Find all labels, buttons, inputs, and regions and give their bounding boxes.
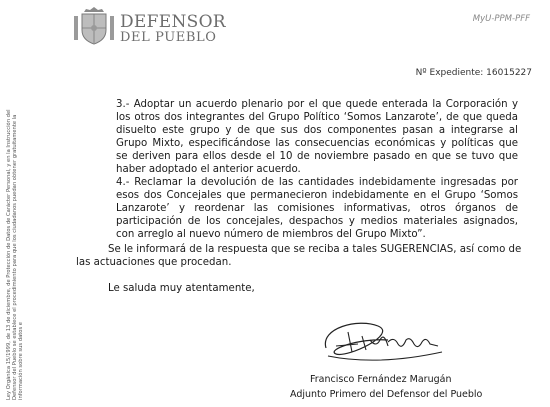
institution-name-sub: DEL PUEBLO [120, 30, 217, 45]
signatory-role: Adjunto Primero del Defensor del Pueblo [290, 389, 483, 400]
paragraph-4: 4.- Reclamar la devolución de las cantidades indebidamente ingresadas por esos dos Concejales que permanecieron indebidamente en el Grupo ‘Somos Lanzarote’ y reordenar las comisiones informativas, otros órganos de participación de los concejales, despachos y medios materiales asignados, con arreglo al nuevo número de miembros del Grupo Mixto”. [116, 177, 518, 240]
paragraph-3: 3.- Adoptar un acuerdo plenario por el que quede enterada la Corporación y los otros dos integrantes del Grupo Político ‘Somos Lanzarote’, de que queda disuelto este grupo y de que sus dos componentes pasan a integrarse al Grupo Mixto, especificándose las consecuencias económicas y políticas que se deriven para ellos desde el 10 de noviembre pasado en que se tuvo que haber adoptado el anterior acuerdo. [116, 99, 518, 175]
paragraph-saludo: Le saluda muy atentamente, [108, 283, 255, 294]
coat-of-arms-icon [72, 6, 116, 46]
paragraph-informara: Se le informará de la respuesta que se reciba a tales SUGERENCIAS, así como de las actuaciones que procedan. [76, 244, 522, 268]
side-legal-strip [6, 90, 40, 400]
institution-name: DEFENSOR [120, 12, 226, 32]
side-legal-text: Ley Orgánica 15/1999, de 13 de diciembre, de Protección de Datos de Carácter Personal, y en la Instrucción del Defensor del Pueblo se establece el procedimiento para que los ciudadanos puedan obtener gratuitamente la información sobre sus datos e [6, 109, 25, 400]
handwritten-signature [318, 318, 448, 374]
expediente-number: Nº Expediente: 16015227 [415, 68, 532, 78]
signatory-name: Francisco Fernández Marugán [310, 374, 452, 385]
reference-code: MyU-PPM-PFF [472, 14, 530, 24]
